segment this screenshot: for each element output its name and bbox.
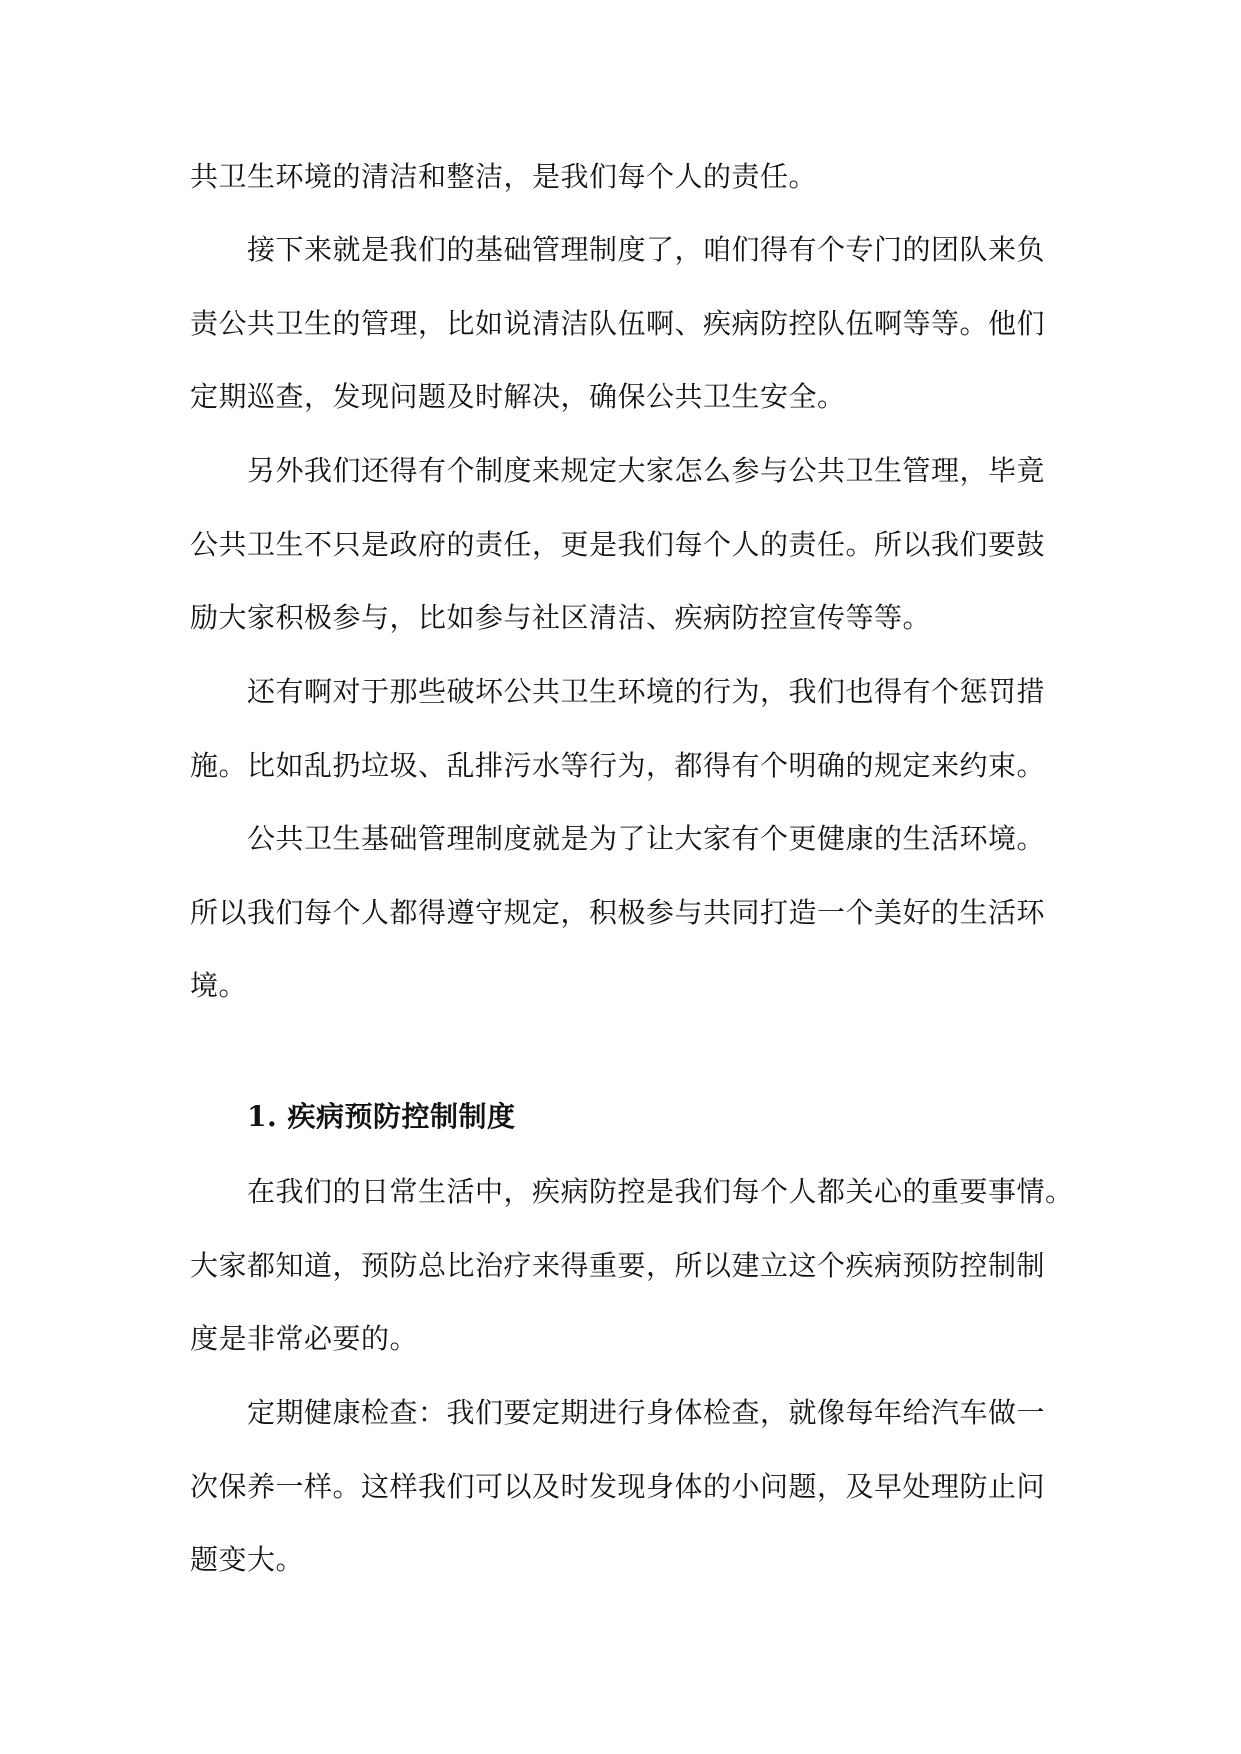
text-line: 公共卫生基础管理制度就是为了让大家有个更健康的生活环境。 xyxy=(247,822,1046,855)
text-line: 大家都知道，预防总比治疗来得重要，所以建立这个疾病预防控制制 xyxy=(190,1248,1046,1282)
paragraph-intro-tail xyxy=(190,140,1050,214)
paragraph-summary xyxy=(190,802,1050,1023)
text-line: 定期健康检查：我们要定期进行身体检查，就像每年给汽车做一 xyxy=(247,1396,1046,1429)
text-line: 励大家积极参与，比如参与社区清洁、疾病防控宣传等等。 xyxy=(190,601,932,634)
text-line: 题变大。 xyxy=(190,1543,305,1576)
text-line: 还有啊对于那些破坏公共卫生环境的行为，我们也得有个惩罚措 xyxy=(247,675,1046,708)
paragraph-public-participation xyxy=(190,434,1050,655)
text-line: 公共卫生不只是政府的责任，更是我们每个人的责任。所以我们要鼓 xyxy=(190,527,1046,561)
section-heading: 1. 疾病预防控制制度 xyxy=(247,1100,516,1133)
text-line: 共卫生环境的清洁和整洁，是我们每个人的责任。 xyxy=(190,160,818,193)
paragraph-management-team xyxy=(190,213,1050,434)
text-line: 另外我们还得有个制度来规定大家怎么参与公共卫生管理，毕竟 xyxy=(247,454,1046,487)
text-line: 次保养一样。这样我们可以及时发现身体的小问题，及早处理防止问 xyxy=(190,1469,1046,1503)
text-line: 境。 xyxy=(190,969,248,1002)
text-line: 施。比如乱扔垃圾、乱排污水等行为，都得有个明确的规定来约束。 xyxy=(190,748,1046,782)
text-line: 责公共卫生的管理，比如说清洁队伍啊、疾病防控队伍啊等等。他们 xyxy=(190,306,1046,340)
text-line: 度是非常必要的。 xyxy=(190,1322,419,1355)
text-line: 所以我们每个人都得遵守规定，积极参与共同打造一个美好的生活环 xyxy=(190,895,1046,929)
text-line: 在我们的日常生活中，疾病防控是我们每个人都关心的重要事情。 xyxy=(247,1175,1074,1208)
text-line: 定期巡查，发现问题及时解决，确保公共卫生安全。 xyxy=(190,380,846,413)
paragraph-health-checkup xyxy=(190,1376,1050,1597)
paragraph-penalties xyxy=(190,655,1050,802)
paragraph-disease-prevention-intro xyxy=(190,1155,1074,1376)
text-line: 接下来就是我们的基础管理制度了，咱们得有个专门的团队来负 xyxy=(247,233,1046,266)
